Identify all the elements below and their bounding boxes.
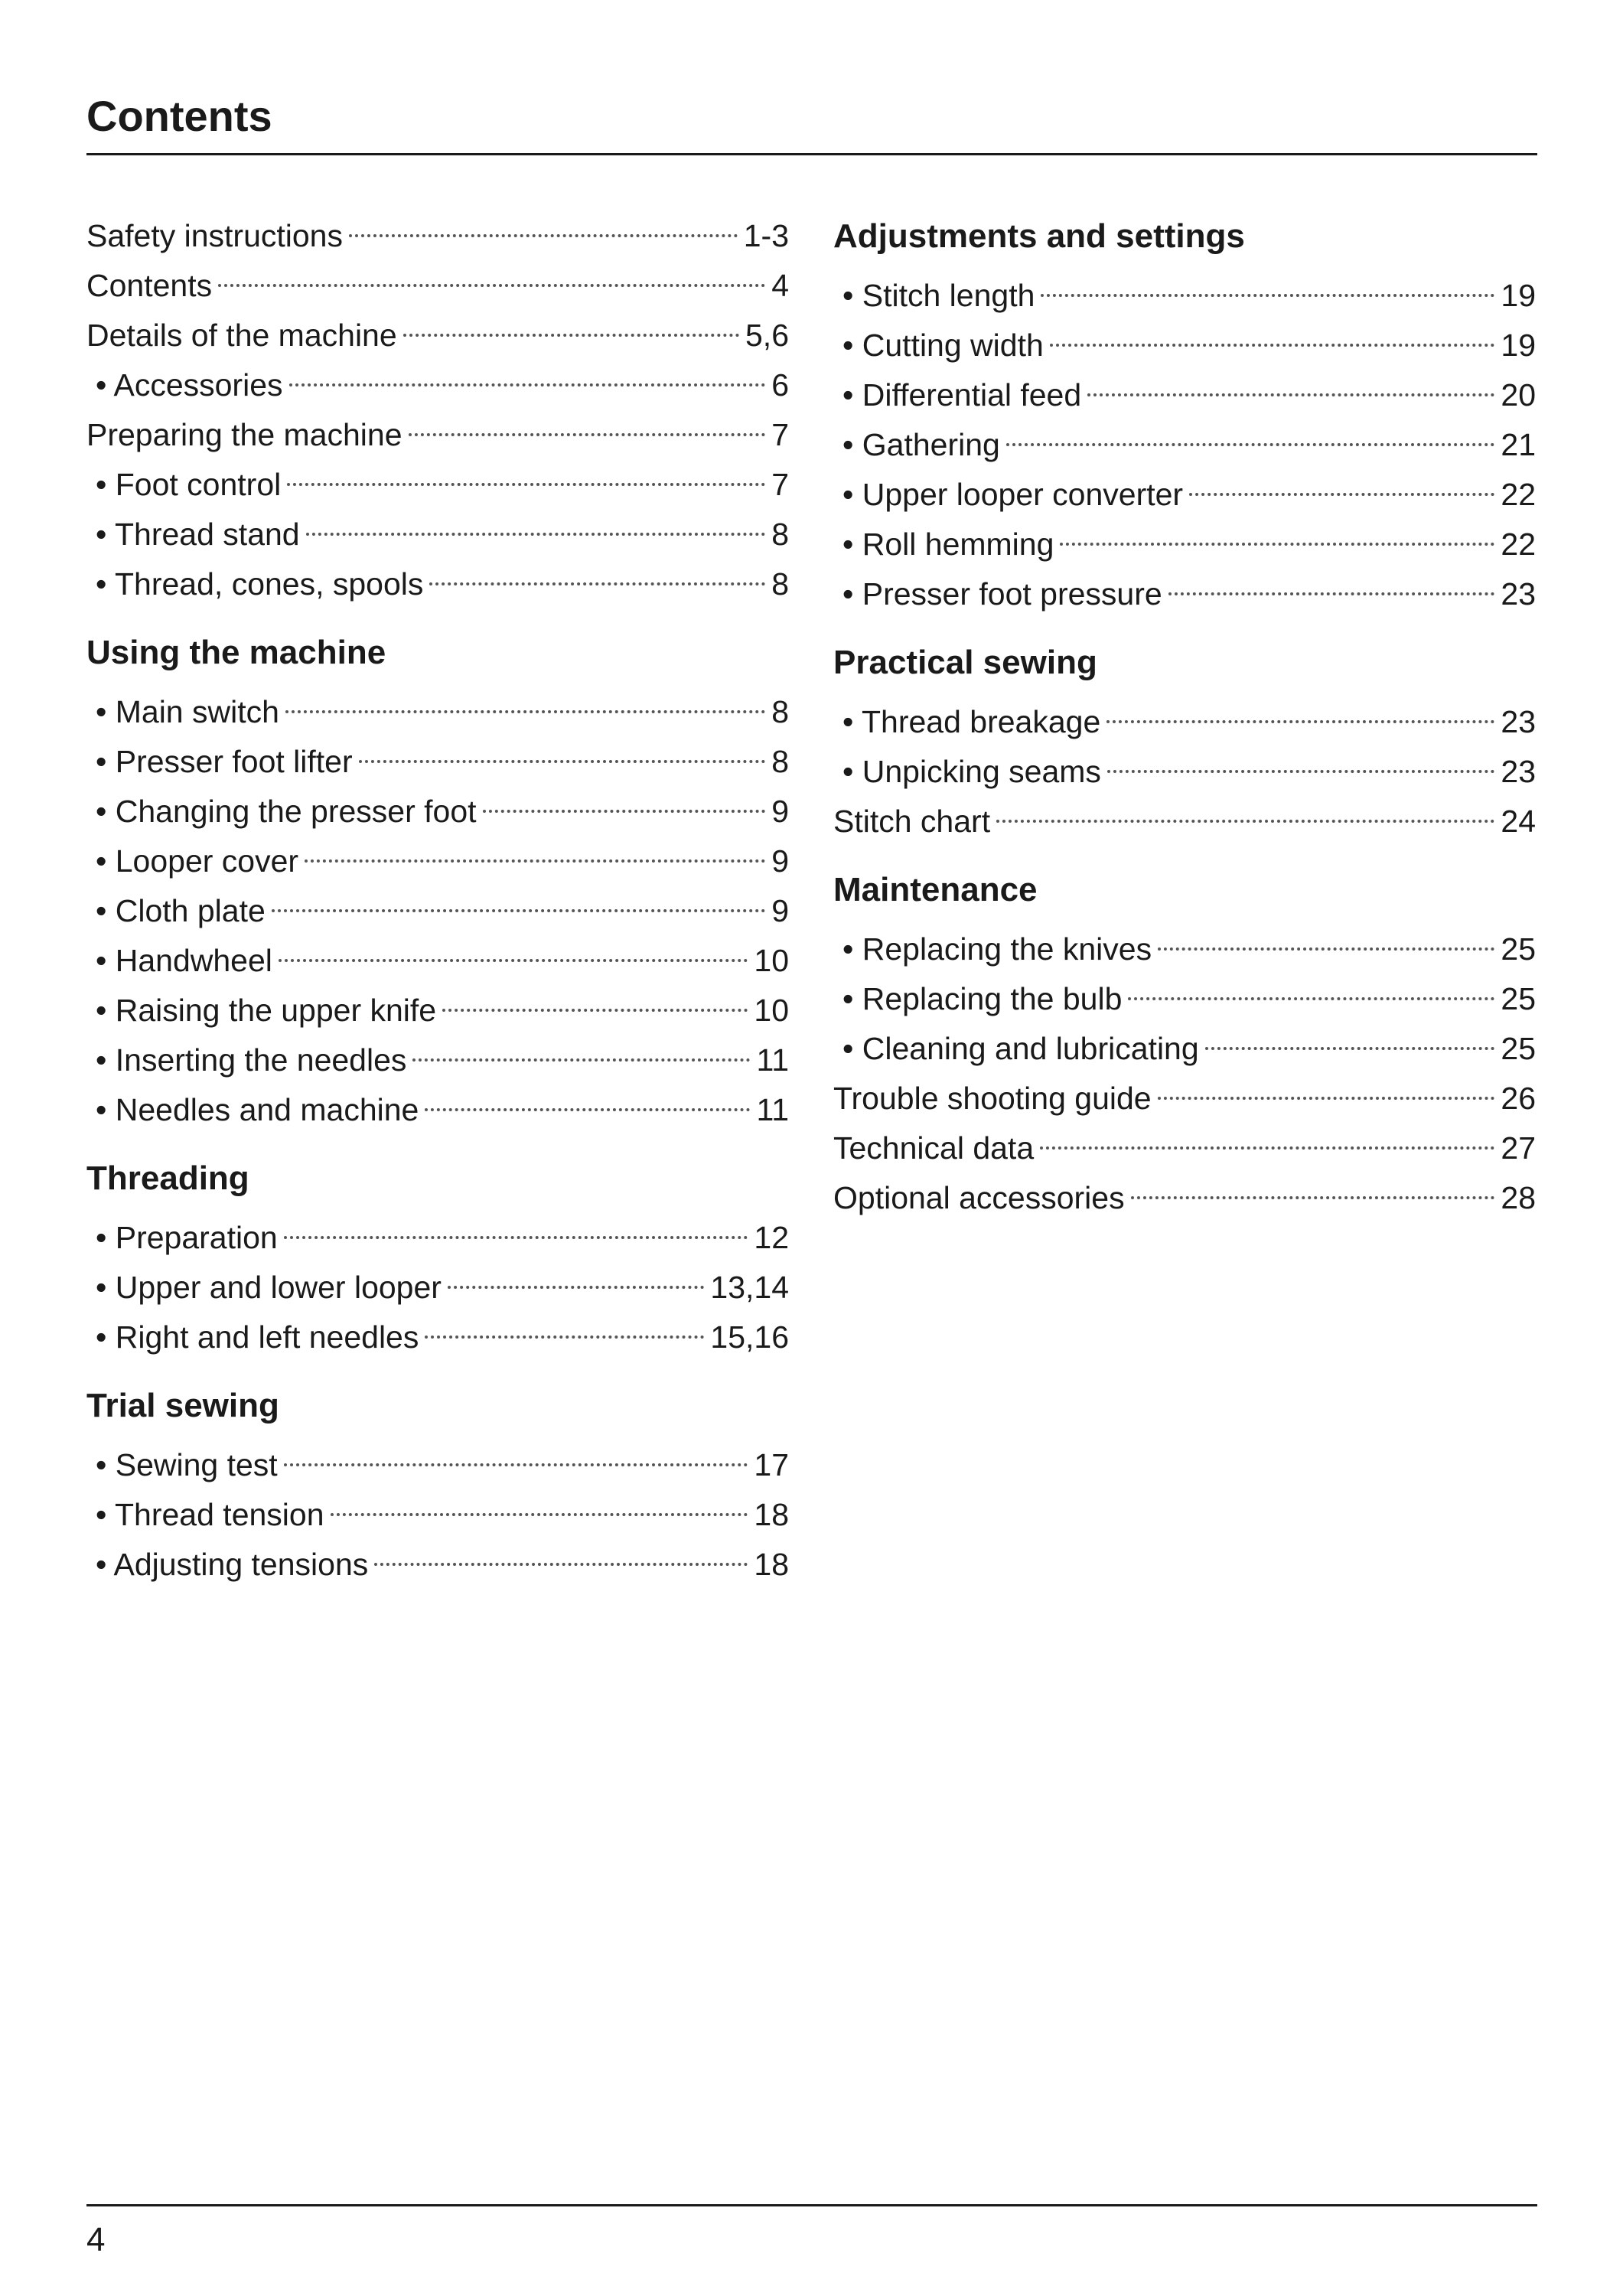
page-title: Contents xyxy=(86,92,272,140)
dot-leader xyxy=(1041,294,1494,297)
toc-raising-the-upper-knife[interactable] xyxy=(86,986,789,1035)
toc-entry-page: 8 xyxy=(771,744,789,779)
toc-entry-label: • Looper cover xyxy=(96,843,299,879)
toc-entry-page: 10 xyxy=(754,943,789,978)
dot-leader xyxy=(306,533,766,536)
toc-entry-page: 9 xyxy=(771,843,789,879)
toc-entry-page: 28 xyxy=(1501,1180,1536,1215)
toc-entry-label: Details of the machine xyxy=(86,318,397,353)
toc-entry-page: 21 xyxy=(1501,427,1536,462)
toc-entry-page: 26 xyxy=(1501,1081,1536,1116)
toc-entry-page: 24 xyxy=(1501,804,1536,839)
toc-entry-page: 9 xyxy=(771,794,789,829)
toc-gathering[interactable] xyxy=(833,420,1536,470)
toc-contents[interactable] xyxy=(86,261,789,311)
dot-leader xyxy=(374,1563,748,1566)
toc-looper-cover[interactable] xyxy=(86,837,789,886)
toc-entry-label: Stitch chart xyxy=(833,804,991,839)
toc-upper-looper-converter[interactable] xyxy=(833,470,1536,520)
toc-entry-page: 8 xyxy=(771,694,789,729)
toc-presser-foot-pressure[interactable] xyxy=(833,569,1536,619)
toc-entry-page: 22 xyxy=(1501,477,1536,512)
toc-entry-label: • Right and left needles xyxy=(96,1319,419,1355)
toc-entry-label: • Inserting the needles xyxy=(96,1042,407,1078)
toc-preparing-the-machine[interactable] xyxy=(86,410,789,460)
toc-cutting-width[interactable] xyxy=(833,321,1536,370)
toc-entry-page: 13,14 xyxy=(710,1270,789,1305)
dot-leader xyxy=(409,433,766,436)
dot-leader xyxy=(349,234,738,237)
toc-entry-label: • Presser foot lifter xyxy=(96,744,353,779)
toc-entry-label: • Cloth plate xyxy=(96,893,266,928)
dot-leader xyxy=(284,1463,748,1466)
dot-leader xyxy=(1050,344,1495,347)
toc-entry-label: • Roll hemming xyxy=(842,527,1054,562)
toc-cloth-plate[interactable] xyxy=(86,886,789,936)
toc-entry-page: 6 xyxy=(771,367,789,403)
toc-entry-label: Trouble shooting guide xyxy=(833,1081,1152,1116)
toc-presser-foot-lifter[interactable] xyxy=(86,737,789,787)
toc-entry-page: 22 xyxy=(1501,527,1536,562)
toc-thread-breakage[interactable] xyxy=(833,697,1536,747)
dot-leader xyxy=(996,820,1494,823)
toc-entry-label: Optional accessories xyxy=(833,1180,1125,1215)
dot-leader xyxy=(1168,592,1495,595)
toc-replacing-the-bulb[interactable] xyxy=(833,974,1536,1024)
toc-entry-label: • Unpicking seams xyxy=(842,754,1101,789)
toc-entry-page: 15,16 xyxy=(710,1319,789,1355)
dot-leader xyxy=(1087,393,1494,396)
dot-leader xyxy=(1158,1097,1495,1100)
toc-foot-control[interactable] xyxy=(86,460,789,510)
toc-handwheel[interactable] xyxy=(86,936,789,986)
toc-needles-and-machine[interactable] xyxy=(86,1085,789,1135)
toc-entry-label: • Foot control xyxy=(96,467,282,502)
toc-main-switch[interactable] xyxy=(86,687,789,737)
toc-entry-label: • Handwheel xyxy=(96,943,272,978)
toc-entry-label: • Thread tension xyxy=(96,1497,324,1532)
toc-entry-page: 8 xyxy=(771,517,789,552)
toc-sewing-test[interactable] xyxy=(86,1440,789,1490)
toc-entry-page: 25 xyxy=(1501,981,1536,1016)
toc-differential-feed[interactable] xyxy=(833,370,1536,420)
toc-entry-page: 7 xyxy=(771,467,789,502)
toc-entry-label: • Presser foot pressure xyxy=(842,576,1162,612)
toc-entry-label: • Gathering xyxy=(842,427,1000,462)
toc-roll-hemming[interactable] xyxy=(833,520,1536,569)
heading-trial-sewing: Trial sewing xyxy=(86,1387,279,1424)
header-rule xyxy=(86,153,1537,155)
toc-entry-page: 11 xyxy=(756,1092,789,1127)
dot-leader xyxy=(1040,1146,1494,1150)
dot-leader xyxy=(284,1236,748,1239)
dot-leader xyxy=(412,1058,750,1062)
toc-entry-label: • Upper and lower looper xyxy=(96,1270,442,1305)
toc-entry-page: 10 xyxy=(754,993,789,1028)
toc-entry-label: Preparing the machine xyxy=(86,417,402,452)
toc-entry-label: • Replacing the bulb xyxy=(842,981,1123,1016)
toc-trouble-shooting-guide[interactable] xyxy=(833,1074,1536,1124)
toc-stitch-length[interactable] xyxy=(833,271,1536,321)
toc-entry-page: 12 xyxy=(754,1220,789,1255)
dot-leader xyxy=(279,959,748,962)
dot-leader xyxy=(448,1286,704,1289)
dot-leader xyxy=(287,483,765,486)
heading-adjustments-and-settings: Adjustments and settings xyxy=(833,217,1245,255)
toc-inserting-the-needles[interactable] xyxy=(86,1035,789,1085)
toc-entry-label: • Cutting width xyxy=(842,328,1044,363)
dot-leader xyxy=(429,582,765,585)
dot-leader xyxy=(1205,1047,1495,1050)
dot-leader xyxy=(483,810,766,813)
dot-leader xyxy=(1189,493,1494,496)
toc-upper-and-lower-looper[interactable] xyxy=(86,1263,789,1313)
toc-entry-label: • Upper looper converter xyxy=(842,477,1184,512)
toc-entry-label: • Changing the presser foot xyxy=(96,794,477,829)
toc-entry-page: 17 xyxy=(754,1447,789,1482)
dot-leader xyxy=(1158,947,1494,951)
toc-replacing-the-knives[interactable] xyxy=(833,925,1536,974)
toc-entry-page: 11 xyxy=(756,1042,789,1078)
dot-leader xyxy=(272,909,765,912)
toc-entry-page: 5,6 xyxy=(745,318,789,353)
toc-preparation[interactable] xyxy=(86,1213,789,1263)
toc-entry-page: 8 xyxy=(771,566,789,602)
dot-leader xyxy=(425,1108,750,1111)
toc-entry-page: 18 xyxy=(754,1547,789,1582)
toc-entry-label: • Adjusting tensions xyxy=(96,1547,369,1582)
toc-entry-page: 4 xyxy=(771,268,789,303)
toc-changing-the-presser-foot[interactable] xyxy=(86,787,789,837)
toc-entry-page: 23 xyxy=(1501,576,1536,612)
toc-entry-label: • Thread breakage xyxy=(842,704,1101,739)
dot-leader xyxy=(442,1009,748,1012)
toc-entry-label: • Accessories xyxy=(96,367,283,403)
dot-leader xyxy=(1107,770,1494,773)
toc-entry-page: 20 xyxy=(1501,377,1536,413)
toc-unpicking-seams[interactable] xyxy=(833,747,1536,797)
toc-safety-instructions[interactable] xyxy=(86,211,789,261)
toc-entry-label: • Thread stand xyxy=(96,517,300,552)
toc-entry-label: • Stitch length xyxy=(842,278,1035,313)
dot-leader xyxy=(285,710,765,713)
toc-cleaning-and-lubricating[interactable] xyxy=(833,1024,1536,1074)
toc-entry-label: • Differential feed xyxy=(842,377,1082,413)
toc-entry-page: 9 xyxy=(771,893,789,928)
dot-leader xyxy=(331,1513,748,1516)
dot-leader xyxy=(289,383,766,386)
toc-adjusting-tensions[interactable] xyxy=(86,1540,789,1590)
toc-entry-page: 23 xyxy=(1501,754,1536,789)
toc-entry-page: 25 xyxy=(1501,1031,1536,1066)
toc-entry-page: 1-3 xyxy=(743,218,789,253)
dot-leader xyxy=(305,859,765,863)
dot-leader xyxy=(403,334,739,337)
footer-rule xyxy=(86,2204,1537,2206)
toc-optional-accessories[interactable] xyxy=(833,1173,1536,1223)
toc-entry-page: 27 xyxy=(1501,1130,1536,1166)
heading-threading: Threading xyxy=(86,1159,249,1197)
toc-thread-tension[interactable] xyxy=(86,1490,789,1540)
dot-leader xyxy=(1128,997,1494,1000)
toc-thread-cones-spools[interactable] xyxy=(86,559,789,609)
dot-leader xyxy=(425,1336,704,1339)
toc-technical-data[interactable] xyxy=(833,1124,1536,1173)
toc-entry-label: • Replacing the knives xyxy=(842,931,1152,967)
toc-stitch-chart[interactable] xyxy=(833,797,1536,846)
toc-entry-label: • Cleaning and lubricating xyxy=(842,1031,1199,1066)
heading-maintenance: Maintenance xyxy=(833,871,1038,908)
dot-leader xyxy=(359,760,766,763)
toc-entry-page: 18 xyxy=(754,1497,789,1532)
dot-leader xyxy=(1131,1196,1495,1199)
toc-entry-label: Contents xyxy=(86,268,213,303)
toc-entry-page: 7 xyxy=(771,417,789,452)
toc-left-column xyxy=(86,211,789,1590)
toc-entry-page: 25 xyxy=(1501,931,1536,967)
heading-using-the-machine: Using the machine xyxy=(86,634,386,671)
toc-right-column xyxy=(833,211,1536,1223)
toc-entry-page: 19 xyxy=(1501,278,1536,313)
toc-entry-label: Safety instructions xyxy=(86,218,343,253)
toc-thread-stand[interactable] xyxy=(86,510,789,559)
toc-entry-label: • Sewing test xyxy=(96,1447,278,1482)
dot-leader xyxy=(1060,543,1494,546)
toc-accessories[interactable] xyxy=(86,360,789,410)
dot-leader xyxy=(1106,720,1494,723)
toc-details-of-the-machine[interactable] xyxy=(86,311,789,360)
toc-entry-label: • Needles and machine xyxy=(96,1092,419,1127)
toc-entry-label: • Main switch xyxy=(96,694,279,729)
toc-entry-label: • Thread, cones, spools xyxy=(96,566,424,602)
page-number: 4 xyxy=(86,2221,106,2258)
toc-entry-page: 19 xyxy=(1501,328,1536,363)
toc-right-and-left-needles[interactable] xyxy=(86,1313,789,1362)
toc-entry-label: • Preparation xyxy=(96,1220,278,1255)
dot-leader xyxy=(1006,443,1495,446)
dot-leader xyxy=(218,284,765,287)
toc-entry-label: Technical data xyxy=(833,1130,1035,1166)
toc-entry-label: • Raising the upper knife xyxy=(96,993,437,1028)
toc-entry-page: 23 xyxy=(1501,704,1536,739)
heading-practical-sewing: Practical sewing xyxy=(833,644,1097,681)
